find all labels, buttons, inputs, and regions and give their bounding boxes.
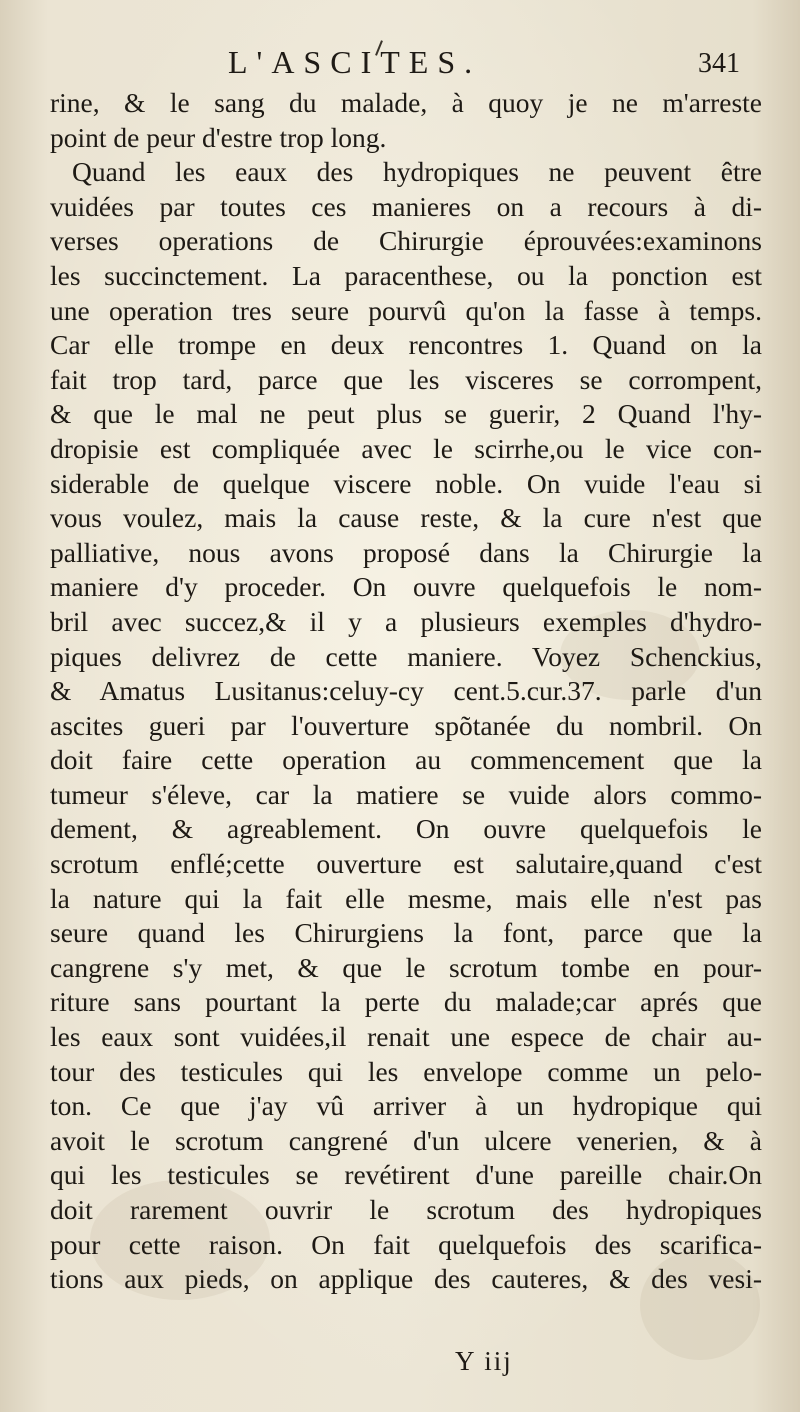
- text-line: la nature qui la fait elle mesme, mais elle n'est pas: [50, 882, 762, 914]
- signature-mark: Y iij: [455, 1346, 513, 1376]
- text-line: les eaux sont vuidées,il renait une espece de chair au-: [50, 1021, 762, 1053]
- text-line: verses operations de Chirurgie éprouvées:examinons: [50, 225, 762, 257]
- text-line: Quand les eaux des hydropiques ne peuvent être: [72, 156, 762, 188]
- body-text: [50, 86, 762, 1297]
- text-line: riture sans pourtant la perte du malade;car aprés que: [50, 986, 762, 1018]
- text-line: ton. Ce que j'ay vû arriver à un hydropique qui: [50, 1090, 762, 1122]
- text-line: siderable de quelque viscere noble. On vuide l'eau si: [50, 467, 762, 499]
- text-line: piques delivrez de cette maniere. Voyez Schenckius,: [50, 640, 762, 672]
- text-line: point de peur d'estre trop long.: [50, 121, 387, 153]
- text-line: seure quand les Chirurgiens la font, parce que la: [50, 917, 762, 949]
- text-line: dement, & agreablement. On ouvre quelquefois le: [50, 813, 762, 845]
- text-line: ascites gueri par l'ouverture spõtanée du nombril. On: [50, 709, 762, 741]
- text-line: bril avec succez,& il y a plusieurs exemples d'hydro-: [50, 605, 762, 637]
- text-line: maniere d'y proceder. On ouvre quelquefois le nom-: [50, 571, 762, 603]
- text-line: vuidées par toutes ces manieres on a recours à di-: [50, 190, 762, 222]
- text-line: doit rarement ouvrir le scrotum des hydropiques: [50, 1194, 762, 1225]
- text-line: palliative, nous avons proposé dans la Chirurgie la: [50, 536, 762, 568]
- page-number: 341: [698, 48, 740, 79]
- text-line: tour des testicules qui les envelope comme un pelo-: [50, 1055, 762, 1087]
- text-line: pour cette raison. On fait quelquefois des scarifica-: [50, 1228, 762, 1260]
- running-title: L'ASCITES.: [228, 44, 482, 80]
- text-line: & Amatus Lusitanus:celuy-cy cent.5.cur.37. parle d'un: [50, 675, 762, 707]
- text-line: tumeur s'éleve, car la matiere se vuide alors commo-: [50, 778, 762, 810]
- page-header: [60, 42, 760, 92]
- text-line: vous voulez, mais la cause reste, & la cure n'est que: [50, 502, 762, 534]
- text-line: rine, & le sang du malade, à quoy je ne m'arreste: [50, 87, 762, 118]
- text-line: qui les testicules se revétirent d'une pareille chair.On: [50, 1159, 762, 1191]
- text-line: tions aux pieds, on applique des cauteres, & des vesi-: [50, 1263, 762, 1295]
- text-line: cangrene s'y met, & que le scrotum tombe en pour-: [50, 951, 762, 983]
- text-line: dropisie est compliquée avec le scirrhe,ou le vice con-: [50, 432, 762, 464]
- text-line: scrotum enflé;cette ouverture est salutaire,quand c'est: [50, 848, 762, 880]
- text-line: avoit le scrotum cangrené d'un ulcere venerien, & à: [50, 1124, 762, 1156]
- text-line: les succinctement. La paracenthese, ou la ponction est: [50, 259, 762, 291]
- text-line: fait trop tard, parce que les visceres se corrompent,: [50, 363, 762, 395]
- text-line: Car elle trompe en deux rencontres 1. Quand on la: [50, 329, 762, 361]
- text-line: & que le mal ne peut plus se guerir, 2 Quand l'hy-: [50, 398, 762, 430]
- text-line: une operation tres seure pourvû qu'on la fasse à temps.: [50, 294, 762, 326]
- text-line: doit faire cette operation au commencement que la: [50, 744, 762, 776]
